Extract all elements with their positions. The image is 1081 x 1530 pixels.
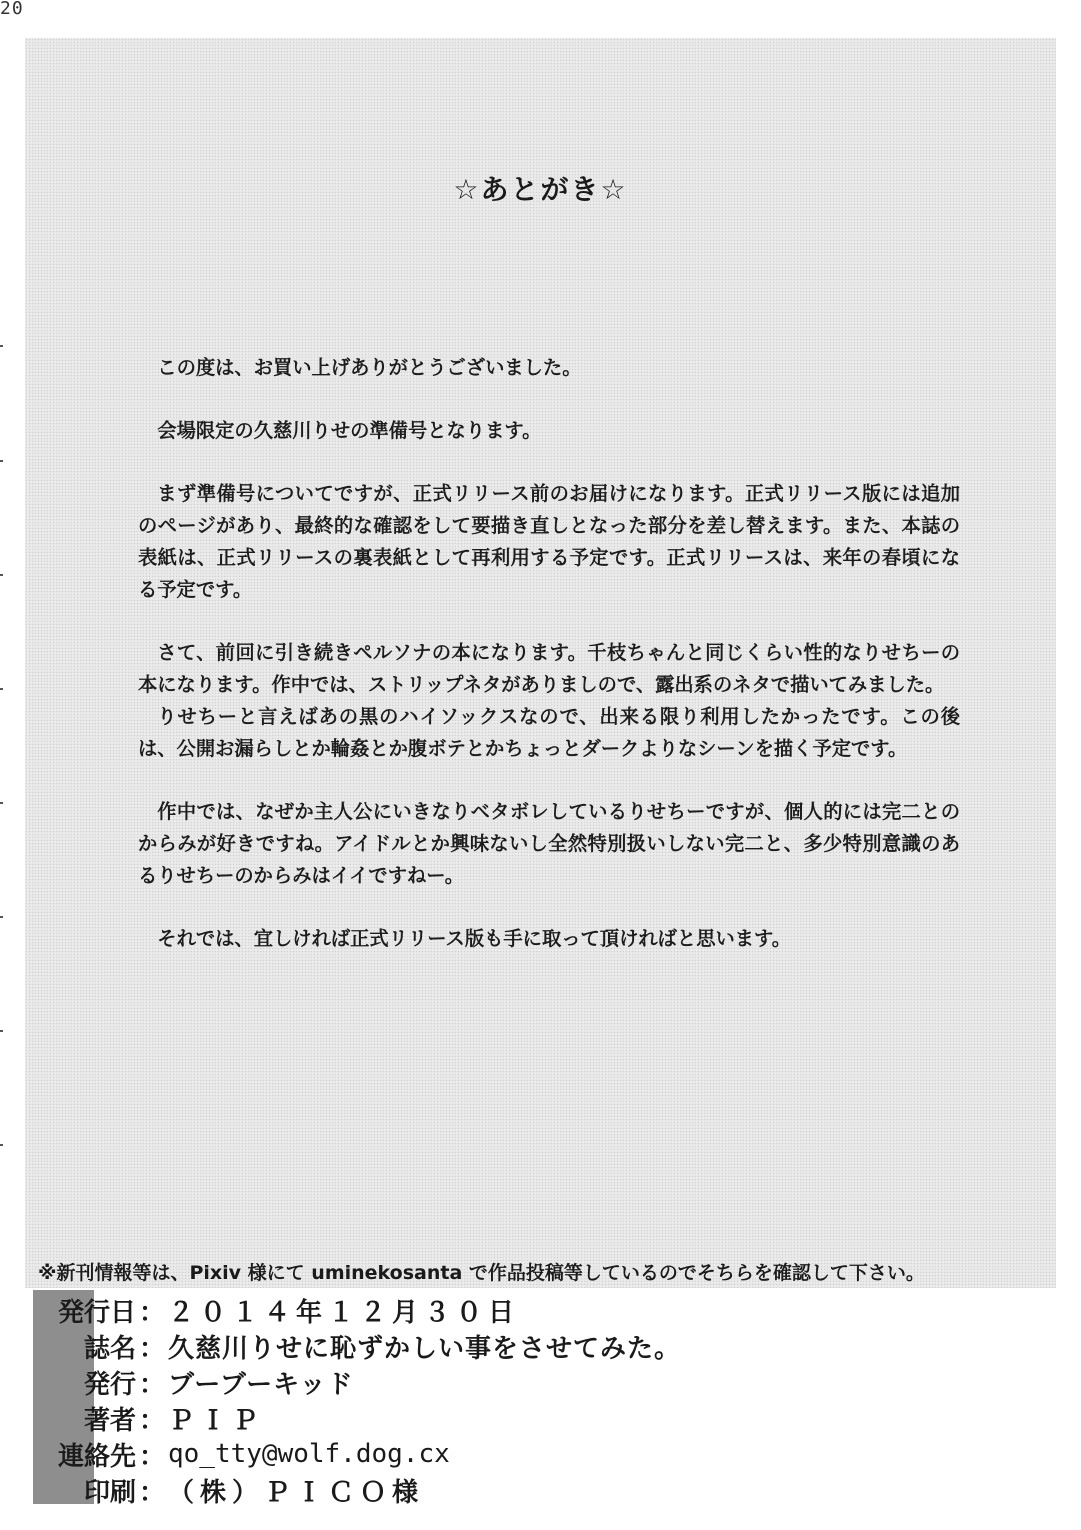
colophon-separator: ：	[138, 1297, 165, 1328]
colophon-row-publish-date	[44, 1292, 1044, 1328]
colophon-separator: ：	[138, 1405, 165, 1436]
scan-edge-mark	[0, 460, 3, 462]
contact-email: qo_tty@wolf.dog.cx	[168, 1439, 450, 1469]
colophon-row-contact	[44, 1436, 1044, 1472]
colophon-separator: ：	[138, 1477, 165, 1508]
scan-edge-mark	[0, 916, 3, 918]
paragraph: さて、前回に引き続きペルソナの本になります。千枝ちゃんと同じくらい性的なりせちーの本になります。作中では、ストリップネタがありましので、露出系のネタで描いてみました。	[138, 641, 960, 696]
scan-edge-mark	[0, 802, 3, 804]
colophon-label: 著者	[83, 1405, 136, 1436]
colophon-row-publisher	[44, 1364, 1044, 1400]
colophon-value: ２０１４年１２月３０日	[168, 1297, 521, 1328]
page-number: 20	[0, 0, 24, 19]
paragraph: この度は、お買い上げありがとうございました。	[157, 356, 582, 379]
colophon-label: 発行日	[57, 1297, 136, 1328]
colophon-separator: ：	[138, 1369, 165, 1400]
colophon-value: ＰＩＰ	[168, 1405, 265, 1436]
colophon-label: 印刷	[83, 1477, 136, 1508]
colophon-label: 発行	[83, 1369, 136, 1400]
scan-edge-mark	[0, 688, 3, 690]
paragraph: りせちーと言えばあの黒のハイソックスなので、出来る限り利用したかったです。この後は、公開お漏らしとか輪姦とか腹ボテとかちょっとダークよりなシーンを描く予定です。	[138, 705, 960, 760]
colophon-row-printer	[44, 1472, 1044, 1508]
colophon-value: ブーブーキッド	[168, 1369, 354, 1400]
afterword-title: ☆あとがき☆	[453, 173, 628, 206]
colophon-label: 連絡先	[57, 1441, 136, 1472]
colophon-row-title	[44, 1328, 1044, 1364]
paragraph: 作中では、なぜか主人公にいきなりベタボレしているりせちーですが、個人的には完二とのからみが好きですね。アイドルとか興味ないし全然特別扱いしない完二と、多少特別意識のあるりせちーのからみはイイですねー。	[138, 800, 960, 887]
colophon-value: 久慈川りせに恥ずかしい事をさせてみた。	[168, 1333, 682, 1364]
colophon-value: （株）ＰＩＣＯ様	[168, 1477, 425, 1508]
colophon-separator: ：	[138, 1441, 165, 1472]
scan-edge-mark	[0, 1030, 3, 1032]
colophon-separator: ：	[138, 1333, 165, 1364]
colophon	[44, 1292, 1044, 1508]
paragraph: 会場限定の久慈川りせの準備号となります。	[157, 419, 542, 442]
scan-edge-mark	[0, 1144, 3, 1146]
scan-edge-mark	[0, 345, 3, 347]
scan-edge-mark	[0, 574, 3, 576]
new-release-notice: ※新刊情報等は、Pixiv 様にて uminekosanta で作品投稿等しているのでそちらを確認して下さい。	[38, 1262, 925, 1284]
colophon-label: 誌名	[83, 1333, 136, 1364]
colophon-row-author	[44, 1400, 1044, 1436]
paragraph: まず準備号についてですが、正式リリース前のお届けになります。正式リリース版には追加のページがあり、最終的な確認をして要描き直しとなった部分を差し替えます。また、本誌の表紙は、正式リリースの裏表紙として再利用する予定です。正式リリースは、来年の春頃になる予定です。	[138, 482, 960, 601]
afterword-body	[138, 352, 960, 955]
paragraph: それでは、宜しければ正式リリース版も手に取って頂ければと思います。	[157, 927, 792, 950]
